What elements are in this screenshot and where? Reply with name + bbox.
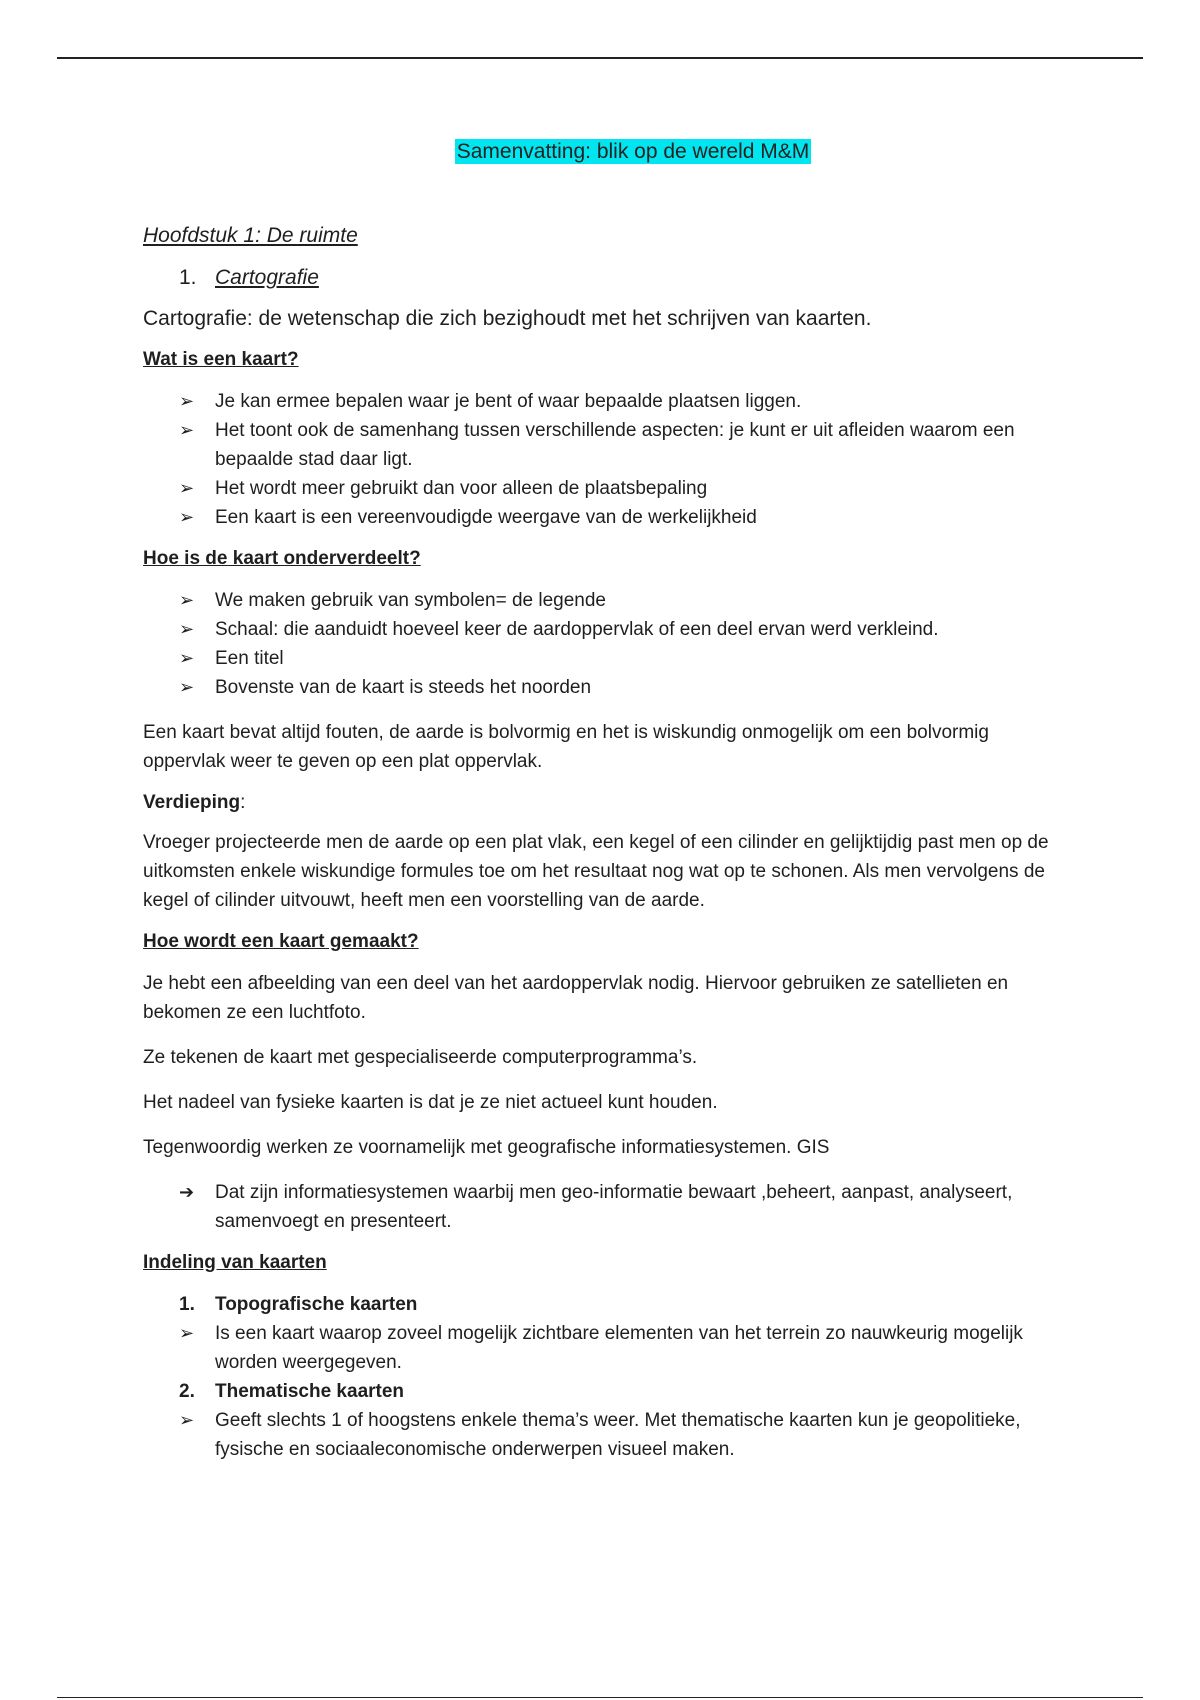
paragraph: Tegenwoordig werken ze voornamelijk met geografische informatiesystemen. GIS — [143, 1137, 830, 1158]
map-type-heading: 2. Thematische kaarten — [179, 1381, 405, 1402]
paragraph: Het nadeel van fysieke kaarten is dat je ze niet actueel kunt houden. — [143, 1092, 718, 1113]
list-item: ➢ Een titel — [143, 644, 1063, 673]
heading-indeling: Indeling van kaarten — [143, 1252, 327, 1273]
document-body — [143, 140, 1063, 1480]
bullet-list-wat-is-een-kaart — [143, 387, 1063, 532]
section-heading-cartografie — [143, 266, 1063, 290]
arrowhead-bullet-icon: ➢ — [179, 478, 195, 498]
verdieping-colon: : — [240, 792, 246, 813]
title-block — [203, 140, 1063, 164]
definition-text: Cartografie: de wetenschap die zich bezighoudt met het schrijven van kaarten. — [143, 307, 872, 330]
map-type-description — [143, 1406, 1063, 1464]
list-item: ➢ Bovenste van de kaart is steeds het noorden — [143, 673, 1063, 702]
arrowhead-bullet-icon: ➢ — [179, 677, 195, 697]
list-item: ➢ Een kaart is een vereenvoudigde weergave van de werkelijkheid — [143, 503, 1063, 532]
errors-paragraph: Een kaart bevat altijd fouten, de aarde is bolvormig en het is wiskundig onmogelijk om een bolvormig oppervlak weer te geven op een plat oppervlak. — [143, 722, 989, 772]
verdieping-label: Verdieping — [143, 792, 241, 813]
list-item: ➢ Schaal: die aanduidt hoeveel keer de aardoppervlak of een deel ervan werd verkleind. — [143, 615, 1063, 644]
arrowhead-bullet-icon: ➢ — [179, 590, 195, 610]
paragraph: Je hebt een afbeelding van een deel van het aardoppervlak nodig. Hiervoor gebruiken ze satellieten en bekomen ze een luchtfoto. — [143, 973, 1009, 1023]
paragraph: Ze tekenen de kaart met gespecialiseerde computerprogramma’s. — [143, 1047, 698, 1068]
heading-onderverdeelt: Hoe is de kaart onderverdeelt? — [143, 548, 421, 569]
list-item: ➢ Je kan ermee bepalen waar je bent of waar bepaalde plaatsen liggen. — [143, 387, 1063, 416]
arrowhead-bullet-icon: ➢ — [179, 1410, 195, 1430]
gis-list — [143, 1178, 1063, 1236]
heading-gemaakt: Hoe wordt een kaart gemaakt? — [143, 931, 419, 952]
arrowhead-bullet-icon: ➢ — [179, 1323, 195, 1343]
list-item: ➢ Het wordt meer gebruikt dan voor alleen de plaatsbepaling — [143, 474, 1063, 503]
footer-rule — [57, 1697, 1143, 1698]
list-item: ➢ Geeft slechts 1 of hoogstens enkele thema’s weer. Met thematische kaarten kun je geopolitieke, fysische en sociaaleconomische onderwerpen visueel maken. — [143, 1406, 1063, 1464]
heading-wat-is-een-kaart: Wat is een kaart? — [143, 349, 299, 370]
map-type-description — [143, 1319, 1063, 1377]
section-label: Cartografie — [215, 266, 319, 289]
list-item: ➢ Het toont ook de samenhang tussen verschillende aspecten: je kunt er uit afleiden waarom een bepaalde stad daar ligt. — [143, 416, 1063, 474]
right-arrow-icon: ➔ — [179, 1182, 195, 1202]
verdieping-text: Vroeger projecteerde men de aarde op een plat vlak, een kegel of een cilinder en gelijktijdig past men op de uitkomsten enkele wiskundige formules toe om het resultaat nog wat op te schonen. Als men vervolgens de kegel of cilinder uitvouwt, heeft men een voorstelling van de aarde. — [143, 832, 1049, 911]
map-type-heading: 1. Topografische kaarten — [179, 1294, 418, 1315]
arrowhead-bullet-icon: ➢ — [179, 391, 195, 411]
arrowhead-bullet-icon: ➢ — [179, 420, 195, 440]
arrowhead-bullet-icon: ➢ — [179, 619, 195, 639]
section-number: 1. — [179, 266, 197, 289]
arrowhead-bullet-icon: ➢ — [179, 648, 195, 668]
document-title: Samenvatting: blik op de wereld M&M — [456, 140, 810, 163]
chapter-heading: Hoofdstuk 1: De ruimte — [143, 224, 358, 247]
list-item: ➢ Is een kaart waarop zoveel mogelijk zichtbare elementen van het terrein zo nauwkeurig mogelijk worden weergegeven. — [143, 1319, 1063, 1377]
bullet-list-onderverdeelt — [143, 586, 1063, 702]
list-item: ➔ Dat zijn informatiesystemen waarbij men geo-informatie bewaart ,beheert, aanpast, analyseert, samenvoegt en presenteert. — [143, 1178, 1063, 1236]
verdieping-heading — [143, 792, 1063, 814]
list-item: ➢ We maken gebruik van symbolen= de legende — [143, 586, 1063, 615]
arrowhead-bullet-icon: ➢ — [179, 507, 195, 527]
header-rule — [57, 57, 1143, 59]
